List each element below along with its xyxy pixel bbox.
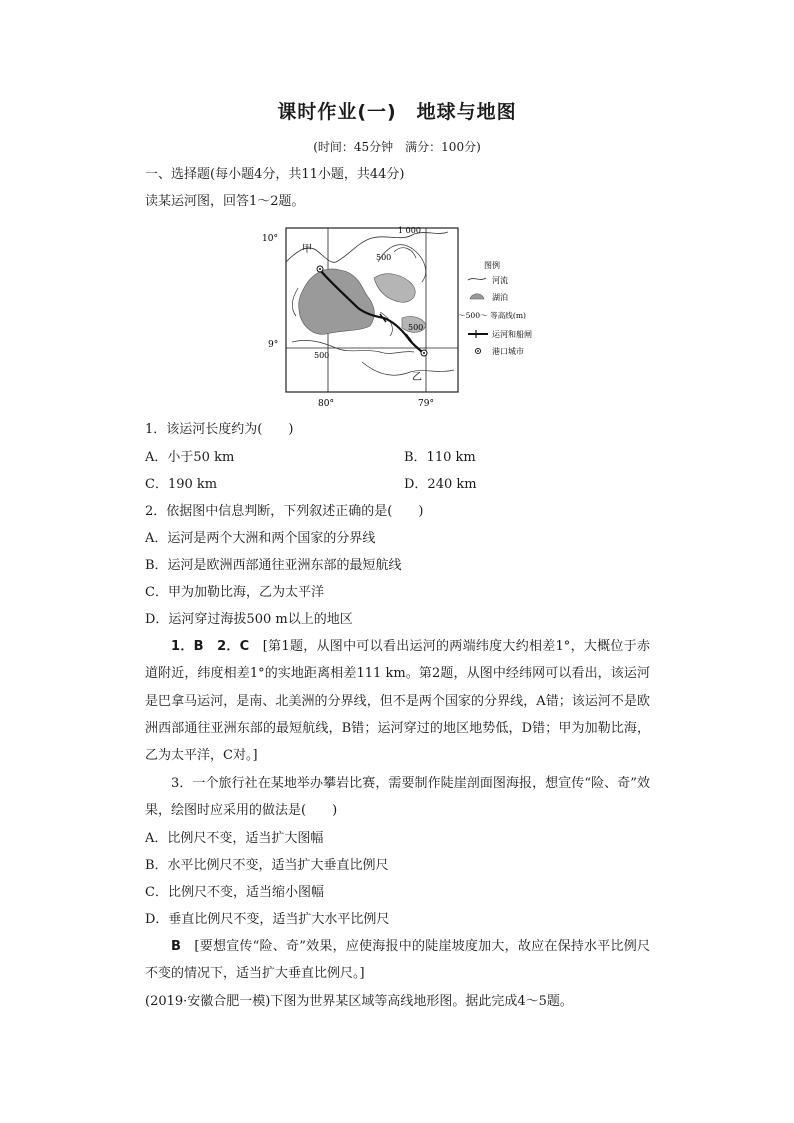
river-legend-icon [468,278,486,280]
longitude-label: 80° [318,399,334,409]
longitude-label: 79° [418,399,434,409]
q1-option-a: A．小于50 km [145,450,235,465]
q3-option-b: B．水平比例尺不变，适当扩大垂直比例尺 [145,858,389,873]
q2-option-d: D．运河穿过海拔500 m以上的地区 [145,612,353,627]
contour-value: 500 [376,253,392,262]
answer-3 [145,933,650,988]
question-2-stem: 2．依据图中信息判断，下列叙述正确的是( ) [145,504,424,519]
q3-option-a: A．比例尺不变，适当扩大图幅 [145,831,324,846]
legend-title: 图例 [484,261,500,270]
sea-label-jia: 甲 [302,244,312,255]
q2-option-b: B．运河是欧洲西部通往亚洲东部的最短航线 [145,558,402,573]
lake-legend-icon [470,294,484,299]
answer-explanation: [第1题，从图中可以看出运河的两端纬度大约相差1°，大概位于赤道附近，纬度相差1°的实地距离相差111 km。第2题，从图中经纬网可以看出，该运河是巴拿马运河，是南、北美洲的分界线，但不是两个国家的分界线，A错；该运河不是欧洲西部通往亚洲东部的最短航线，B错；运河穿过的地区地势低，D错；甲为加勒比海，乙为太平洋，C对。] [145,639,650,764]
section-heading: 一、选择题(每小题4分，共11小题，共44分) [145,167,405,182]
q2-option-a: A．运河是两个大洲和两个国家的分界线 [145,531,376,546]
legend-canal: 运河和船闸 [492,330,532,339]
contour-value: 1 000 [398,226,421,235]
legend-contour: ～500～ 等高线(m) [458,311,527,320]
canal-map [262,222,562,412]
q2-option-c: C．甲为加勒比海，乙为太平洋 [145,585,324,600]
q1-option-b: B．110 km [404,450,476,465]
map-legend [458,260,532,356]
contour-value: 500 [314,351,330,360]
answer-explanation: [要想宣传“险、奇”效果，应使海报中的陡崖坡度加大，故应在保持水平比例尺不变的情况下，适当扩大垂直比例尺。] [145,939,650,982]
q1-option-c: C．190 km [145,477,218,492]
answer-1-2 [145,633,650,769]
contour-value: 500 [408,323,424,332]
q1-option-d: D．240 km [404,477,477,492]
latitude-label: 9° [268,340,279,350]
question-intro: 读某运河图，回答1～2题。 [145,194,305,209]
page-title: 课时作业(一) 地球与地图 [277,101,517,123]
legend-river: 河流 [492,276,508,285]
legend-port: 港口城市 [492,347,524,356]
answer-key: B [171,939,181,954]
question-3-stem: 3．一个旅行社在某地举办攀岩比赛，需要制作陡崖剖面图海报，想宣传“险、奇”效果，绘图时应采用的做法是( ) [145,776,650,819]
question-1-stem: 1．该运河长度约为( ) [145,422,294,437]
q3-option-d: D．垂直比例尺不变，适当扩大水平比例尺 [145,912,390,927]
exam-meta: (时间：45分钟 满分：100分) [313,140,481,154]
legend-lake: 湖泊 [492,293,508,302]
answer-key: 1．B 2．C [171,639,250,654]
q3-option-c: C．比例尺不变，适当缩小图幅 [145,885,324,900]
question-intro: (2019·安徽合肥一模)下图为世界某区域等高线地形图。据此完成4～5题。 [145,994,573,1009]
sea-label-yi: 乙 [412,372,422,383]
latitude-label: 10° [262,234,278,244]
